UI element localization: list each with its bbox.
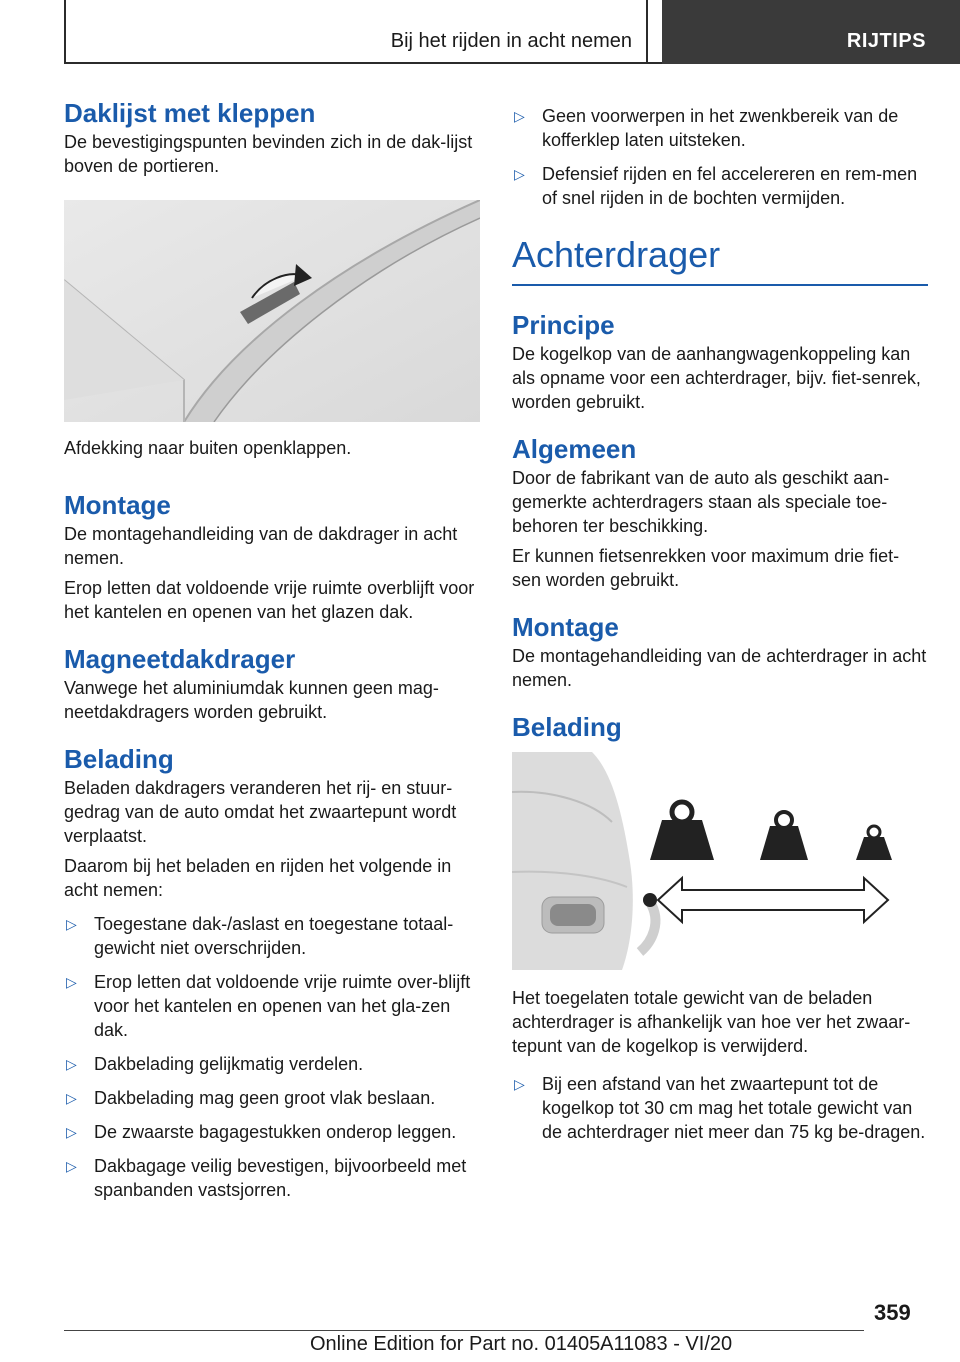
- roof-loading-text-2: Daarom bij het beladen en rijden het volgende in acht nemen:: [64, 856, 452, 900]
- principle-text: De kogelkop van de aanhangwagenkoppeling kan als opname voor een achterdrager, bijv. fiet-senrek, worden gebruikt.: [512, 344, 921, 412]
- roof-mounting-text-1: De montagehandleiding van de dakdrager in acht nemen.: [64, 524, 458, 568]
- magnetic-carrier-heading: Magneetdakdrager: [64, 644, 296, 674]
- rear-mounting-text: De montagehandleiding van de achterdrager in acht nemen.: [512, 646, 927, 690]
- list-item: ▷ De zwaarste bagagestukken onderop leggen.: [64, 1120, 482, 1144]
- top-bullets: [512, 104, 928, 210]
- right-column: [512, 104, 928, 1154]
- footer-rule: [64, 1330, 864, 1331]
- edition-note: Online Edition for Part no. 01405A11083 - VI/20: [310, 1333, 733, 1355]
- header-section-title: Bij het rijden in acht nemen: [390, 30, 632, 52]
- roof-loading-text-1: Beladen dakdragers veranderen het rij- en stuur-gedrag van de auto omdat het zwaartepunt wordt verplaatst.: [64, 778, 457, 846]
- rear-loading-bullets: [512, 1072, 928, 1144]
- list-item: ▷ Dakbelading gelijkmatig verdelen.: [64, 1052, 482, 1076]
- rear-load-distance-illustration: [512, 752, 928, 970]
- list-item: ▷ Bij een afstand van het zwaartepunt tot de kogelkop tot 30 cm mag het totale gewicht van de achterdrager niet meer dan 75 kg be-dragen.: [512, 1072, 928, 1144]
- chapter-tab[interactable]: [662, 0, 960, 64]
- list-item: ▷ Geen voorwerpen in het zwenkbereik van de kofferklep laten uitsteken.: [512, 104, 928, 152]
- chapter-tab-label: RIJTIPS: [846, 30, 926, 52]
- list-item: ▷ Erop letten dat voldoende vrije ruimte over-blijft voor het kantelen en openen van het gla-zen dak.: [64, 970, 482, 1042]
- rear-carrier-heading: Achterdrager: [512, 234, 721, 275]
- list-item: ▷ Defensief rijden en fel accelereren en rem-men of snel rijden in de bochten vermijden.: [512, 162, 928, 210]
- general-text-1: Door de fabrikant van de auto als geschikt aan-gemerkte achterdragers staan als speciale toe-behoren ter beschikking.: [512, 468, 890, 536]
- magnetic-carrier-text: Vanwege het aluminiumdak kunnen geen mag-neetdakdragers worden gebruikt.: [64, 678, 439, 722]
- roof-mounting-heading: Montage: [64, 490, 171, 520]
- rear-mounting-heading: Montage: [512, 612, 619, 642]
- header-section-box: [64, 0, 648, 62]
- heading-rule: [512, 284, 928, 286]
- page-number: 359: [874, 1300, 911, 1325]
- roof-mounting-text-2: Erop letten dat voldoende vrije ruimte overblijft voor het kantelen en openen van het glazen dak.: [64, 578, 475, 622]
- roof-rail-text: De bevestigingspunten bevinden zich in de dak-lijst boven de portieren.: [64, 132, 473, 176]
- rear-loading-heading: Belading: [512, 712, 622, 742]
- roof-rail-caption: Afdekking naar buiten openklappen.: [64, 438, 352, 458]
- general-text-2: Er kunnen fietsenrekken voor maximum drie fiet-sen worden gebruikt.: [512, 546, 900, 590]
- list-item: ▷ Dakbagage veilig bevestigen, bijvoorbeeld met spanbanden vastsjorren.: [64, 1154, 482, 1202]
- list-item: ▷ Toegestane dak-/aslast en toegestane totaal-gewicht niet overschrijden.: [64, 912, 482, 960]
- roof-rail-flap-illustration: [64, 200, 480, 422]
- principle-heading: Principe: [512, 310, 615, 340]
- roof-rail-heading: Daklijst met kleppen: [64, 98, 316, 128]
- roof-loading-bullets: [64, 912, 482, 1202]
- list-item: ▷ Dakbelading mag geen groot vlak beslaan.: [64, 1086, 482, 1110]
- left-column: [64, 96, 482, 1212]
- general-heading: Algemeen: [512, 434, 637, 464]
- roof-loading-heading: Belading: [64, 744, 174, 774]
- rear-loading-text: Het toegelaten totale gewicht van de beladen achterdrager is afhankelijk van hoe ver het zwaar-tepunt van de kogelkop is verwijderd.: [512, 988, 911, 1056]
